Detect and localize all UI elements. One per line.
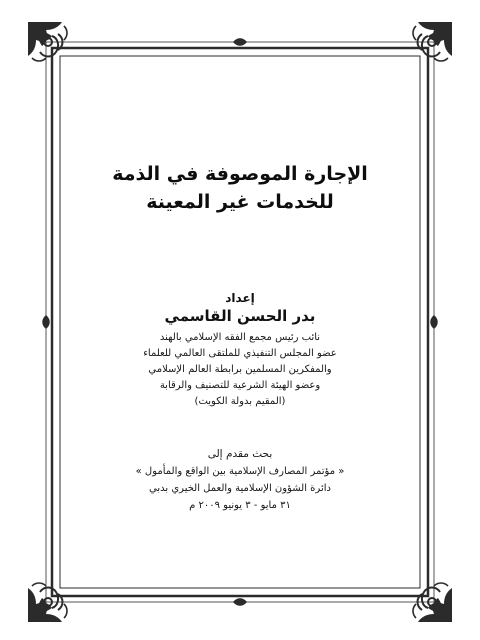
corner-ornament-bottom-left xyxy=(28,583,67,622)
author-role-line: عضو المجلس التنفيذي للملتقى العالمي للعلماء xyxy=(143,348,337,359)
edge-ornament-right xyxy=(430,315,438,329)
author-role-line: والمفكرين المسلمين برابطة العالم الإسلامي xyxy=(148,364,332,375)
edge-ornament-top xyxy=(233,38,247,46)
organizer-name: دائرة الشؤون الإسلامية والعمل الخيري بدبي xyxy=(149,483,331,494)
event-dates: ٣١ مايو - ٣ يونيو ٢٠٠٩ م xyxy=(189,500,291,511)
title-block xyxy=(70,160,410,216)
conference-name: « مؤتمر المصارف الإسلامية بين الواقع والمأمول » xyxy=(135,466,345,477)
author-residence-line: (المقيم بدولة الكويت) xyxy=(194,396,286,407)
author-block xyxy=(70,290,410,410)
corner-ornament-top-right xyxy=(413,22,452,61)
author-name: بدر الحسن القاسمي xyxy=(164,307,316,325)
corner-ornament-bottom-right xyxy=(413,583,452,622)
document-title-line-2: للخدمات غير المعينة xyxy=(146,191,334,213)
edge-ornament-bottom xyxy=(233,598,247,606)
event-block xyxy=(70,446,410,514)
document-title-line-1: الإجارة الموصوفة في الذمة xyxy=(112,163,368,185)
edge-ornament-left xyxy=(42,315,50,329)
corner-ornament-top-left xyxy=(28,22,67,61)
author-role-line: نائب رئيس مجمع الفقه الإسلامي بالهند xyxy=(159,332,321,343)
submitted-to-label: بحث مقدم إلى xyxy=(207,448,273,460)
author-role-line: وعضو الهيئة الشرعية للتصنيف والرقابة xyxy=(159,380,321,391)
prepared-by-label: إعداد xyxy=(225,291,255,305)
